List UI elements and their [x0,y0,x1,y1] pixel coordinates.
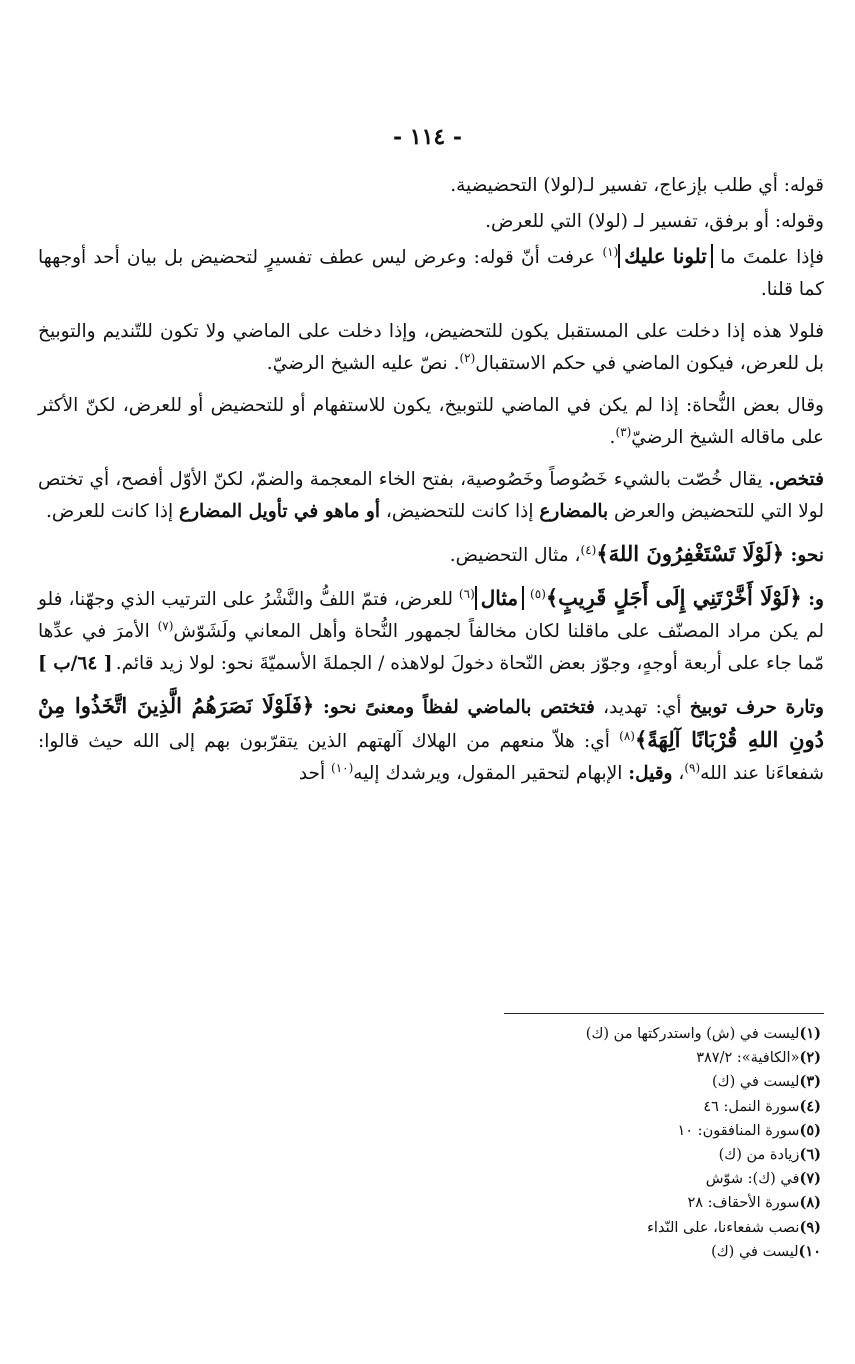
paragraph-3 [38,242,824,306]
footnote-9 [321,1216,821,1240]
quran-verse: ﴿فَلَوْلَا نَصَرَهُمُ الَّذِينَ اتَّخَذُوا مِنْ دُونِ اللهِ قُرْبَانًا آلِهَةً﴾ [38,693,824,752]
footnote-number: (٢) [799,1049,821,1067]
footnote-text: زيادة من (ك) [718,1147,800,1164]
quran-verse: ﴿لَوْلَا تَسْتَغْفِرُونَ اللهَ﴾ [596,541,785,566]
footnote-number: (١) [799,1025,821,1042]
footnote-1 [321,1022,821,1046]
text-span: وقال بعض النُّحاة: إذا لم يكن في الماضي للتوبيخ، يكون للاستفهام أو للتحضيض أو للعرض، لكنّ الأكثر على ماقاله الشيخ الرضيّ [38,395,824,448]
text-span: الإبهام لتحقير المقول، ويرشدك إليه [353,763,629,784]
footnote-text: سورة المنافقون: ١٠ [677,1122,800,1139]
text-span: عرفت أنّ قوله: وعرض ليس عطف تفسيرٍ لتحضيض بل بيان أحد أوجهها كما قلنا. [38,247,824,300]
footnote-ref-4[interactable]: (٤) [580,542,597,557]
lemma-heading: و: [801,589,824,610]
page-number: - ١١٤ - [392,124,463,150]
footnote-6 [321,1143,821,1167]
paragraph-7 [38,538,824,572]
main-text [38,170,824,800]
paragraph-9 [38,690,824,790]
footnote-number: (٤) [799,1097,821,1115]
footnotes [321,1022,821,1264]
text-span: . [609,427,616,448]
text-span: أي: هلاّ منعهم من الهلاك آلهتهم الذين يتقرّبون بهم إلى الله حيث قالوا: شفعاءَنا عند الله [38,731,824,784]
footnote-2 [321,1046,821,1070]
text-span: الأمرَ في عدِّها مّما جاء على أربعة أوجهٍ، وجوّز بعض النّحاة دخولَ لولاهذه / الجملةَ الأسميّةَ نحو: لولا زيد قائم. [38,621,824,674]
footnote-ref-8[interactable]: (٨) [619,728,635,743]
paragraph-4 [38,316,824,380]
footnote-ref-5[interactable]: (٥) [530,586,546,601]
text-span: إذا كانت للتحضيض، [380,501,540,522]
lemma-heading: نحو: [784,545,824,566]
lemma-text: بالمضارع [539,501,609,522]
text-span: فإذا علمتَ ما [720,247,824,268]
footnote-5 [321,1119,821,1143]
paragraph-2: وقوله: أو برفق، تفسير لـ (لولا) التي للعرض. [485,211,824,232]
footnote-7 [321,1167,821,1191]
footnote-number: (٦) [799,1146,821,1164]
lemma-heading: وتارة حرف توبيخ [689,697,824,718]
footnote-ref-1[interactable]: (١) [602,244,619,259]
footnote-number: (٥) [799,1121,821,1139]
lemma-text: أو ماهو في تأويل المضارع [179,501,381,522]
text-span: . نصّ عليه الشيخ الرضيّ. [266,353,460,374]
footnote-separator [504,1013,824,1014]
footnote-10 [321,1240,821,1264]
paragraph-1: قوله: أي طلب بإزعاج، تفسير لـ(لولا) التحضيضية. [450,175,824,196]
text-span: إذا كانت للعرض. [45,501,180,522]
paragraph-8 [38,582,824,680]
folio-marker: [ ٦٤/ب ] [38,653,113,674]
bracketed-insert: مثال [475,586,524,610]
quran-verse: ﴿لَوْلَا أَخَّرْتَنِي إِلَى أَجَلٍ قَرِيبٍ﴾ [545,585,802,610]
footnote-ref-10[interactable]: (١٠) [331,760,354,775]
footnote-number: ١٠) [798,1242,821,1260]
footnote-text: ليست في (ك) [711,1074,800,1091]
lemma-text: وقيل: [628,763,673,784]
footnote-number: (٩) [799,1218,821,1236]
footnote-number: (٣) [799,1073,821,1091]
lemma-heading: فتخص. [768,469,824,490]
footnote-3 [321,1070,821,1094]
footnote-text: سورة الأحقاف: ٢٨ [687,1195,800,1212]
text-span: أي: تهديد، [594,697,690,718]
lemma-text: فتختص بالماضي لفظاً ومعنىً نحو: [314,697,595,718]
footnote-text: سورة النمل: ٤٦ [703,1098,800,1115]
text-span: أحد [298,763,332,784]
footnote-ref-7[interactable]: (٧) [157,618,174,633]
footnote-text: نصب شفعاءنا، على النّداء [647,1219,800,1236]
footnote-number: (٨) [799,1194,821,1212]
footnote-ref-3[interactable]: (٣) [615,424,632,439]
footnote-ref-9[interactable]: (٩) [684,760,701,775]
footnote-text: ليست في (ك) [711,1243,799,1260]
text-span: يقال خُصّت بالشيء خَصُوصاً وخَصُوصية، بفتح الخاء المعجمة والضمّ، لكنّ الأوّل أفصح، أي تختص لولا التي للتحضيض والعرض [38,469,824,522]
footnote-text: في (ك): شوّش [705,1171,800,1188]
paragraph-5 [38,390,824,454]
text-span: ، [672,763,685,784]
footnote-4 [321,1095,821,1119]
text-span: فلولا هذه إذا دخلت على المستقبل يكون للتحضيض، وإذا دخلت على الماضي ولا تكون للتّنديم والتوبيخ بل للعرض، فيكون الماضي في حكم الاستقبال [38,321,824,374]
text-span: ، مثال التحضيض. [449,545,581,566]
footnote-8 [321,1191,821,1215]
text-span: للعرض، فتمّ اللفُّ والنَّشْرُ على الترتيب الذي وجهّنا، فلو لم يكن مراد المصنّف على ماقلنا لكان مخالفاً لجمهور النُّحاة وأهل المعاني ولَشَوّش [38,589,824,642]
footnote-ref-2[interactable]: (٢) [459,350,476,365]
footnote-ref-6[interactable]: (٦) [458,586,475,601]
paragraph-6 [38,464,824,528]
footnote-text: «الكافية»: ٣٨٧/٢ [696,1050,800,1067]
bracketed-insert: تلونا عليك [618,244,713,268]
footnote-text: ليست في (ش) واستدركتها من (ك) [585,1026,800,1042]
footnote-number: (٧) [799,1170,821,1188]
